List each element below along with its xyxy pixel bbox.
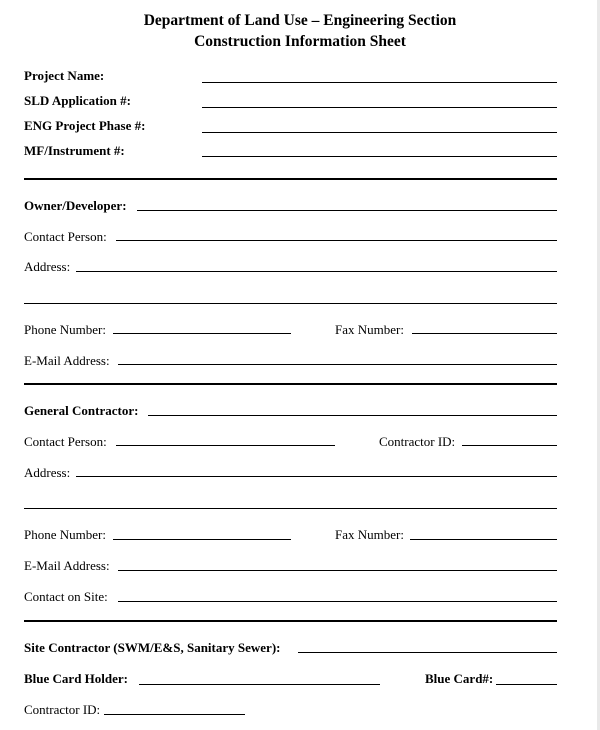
form-title: Department of Land Use – Engineering Section [143, 12, 457, 29]
owner-address-field[interactable] [76, 271, 557, 272]
owner-address-label: Address: [24, 259, 71, 274]
gc-contact-site-field[interactable] [118, 601, 557, 602]
mf-instrument-field[interactable] [202, 156, 557, 157]
mf-instrument-label: MF/Instrument #: [24, 143, 125, 158]
gc-contact-label: Contact Person: [24, 434, 107, 449]
form-subtitle: Construction Information Sheet [194, 33, 406, 50]
owner-phone-field[interactable] [113, 333, 291, 334]
gc-contractor-id-field[interactable] [462, 445, 557, 446]
owner-fax-field[interactable] [412, 333, 557, 334]
owner-address-line2-field[interactable] [24, 303, 557, 304]
owner-developer-label: Owner/Developer: [24, 198, 127, 213]
gc-email-label: E-Mail Address: [24, 558, 110, 573]
project-name-field[interactable] [202, 82, 557, 83]
general-contractor-field[interactable] [148, 415, 557, 416]
gc-fax-label: Fax Number: [335, 527, 404, 542]
blue-card-holder-label: Blue Card Holder: [24, 671, 128, 686]
blue-card-field[interactable] [496, 684, 557, 685]
project-name-label: Project Name: [24, 68, 105, 83]
gc-contact-field[interactable] [116, 445, 335, 446]
site-contractor-id-field[interactable] [104, 714, 245, 715]
owner-email-label: E-Mail Address: [24, 353, 110, 368]
eng-phase-label: ENG Project Phase #: [24, 118, 146, 133]
gc-address-line2-field[interactable] [24, 508, 557, 509]
sld-application-field[interactable] [202, 107, 557, 108]
gc-email-field[interactable] [118, 570, 557, 571]
gc-phone-field[interactable] [113, 539, 291, 540]
owner-email-field[interactable] [118, 364, 557, 365]
gc-phone-label: Phone Number: [24, 527, 106, 542]
gc-contractor-id-label: Contractor ID: [379, 434, 456, 449]
eng-phase-field[interactable] [202, 132, 557, 133]
owner-contact-field[interactable] [116, 240, 557, 241]
sld-application-label: SLD Application #: [24, 93, 131, 108]
owner-contact-label: Contact Person: [24, 229, 107, 244]
section-divider [24, 178, 557, 180]
site-contractor-id-label: Contractor ID: [24, 702, 101, 717]
site-contractor-field[interactable] [298, 652, 557, 653]
gc-fax-field[interactable] [410, 539, 557, 540]
gc-address-label: Address: [24, 465, 71, 480]
blue-card-holder-field[interactable] [139, 684, 380, 685]
owner-developer-field[interactable] [137, 210, 557, 211]
section-divider [24, 383, 557, 385]
gc-contact-site-label: Contact on Site: [24, 589, 108, 604]
site-contractor-label: Site Contractor (SWM/E&S, Sanitary Sewer): [24, 640, 281, 655]
owner-phone-label: Phone Number: [24, 322, 106, 337]
blue-card-label: Blue Card#: [425, 671, 494, 686]
section-divider [24, 620, 557, 622]
general-contractor-label: General Contractor: [24, 403, 139, 418]
owner-fax-label: Fax Number: [335, 322, 404, 337]
gc-address-field[interactable] [76, 476, 557, 477]
